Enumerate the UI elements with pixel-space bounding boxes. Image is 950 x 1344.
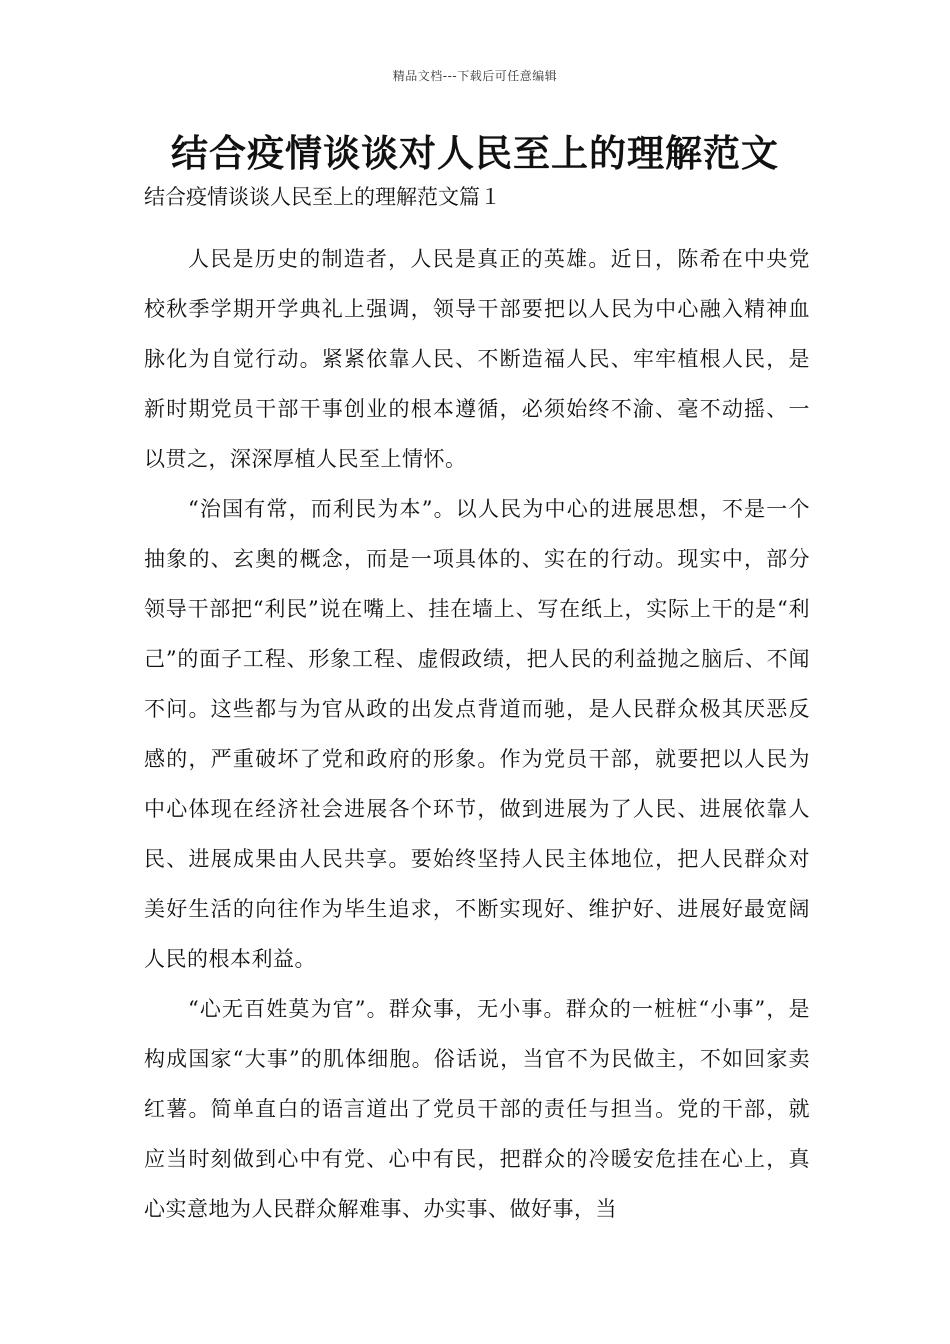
document-title: 结合疫情谈谈对人民至上的理解范文 (171, 132, 779, 175)
paragraph-1: 人民是历史的制造者，人民是真正的英雄。近日，陈希在中央党校秋季学期开学典礼上强调，领导干部要把以人民为中心融入精神血脉化为自觉行动。紧紧依靠人民、不断造福人民、牢牢植根人民，是新时期党员干部干事创业的根本遵循，必须始终不渝、毫不动摇、一以贯之，深深厚植人民至上情怀。 (144, 247, 810, 471)
paragraph-2: “治国有常，而利民为本”。以人民为中心的进展思想，不是一个抽象的、玄奥的概念，而是一项具体的、实在的行动。现实中，部分领导干部把“利民”说在嘴上、挂在墙上、写在纸上，实际上干的是“利己”的面子工程、形象工程、虚假政绩，把人民的利益抛之脑后、不闻不问。这些都与为官从政的出发点背道而驰，是人民群众极其厌恶反感的，严重破坏了党和政府的形象。作为党员干部，就要把以人民为中心体现在经济社会进展各个环节，做到进展为了人民、进展依靠人民、进展成果由人民共享。要始终坚持人民主体地位，把人民群众对美好生活的向往作为毕生追求，不断实现好、维护好、进展好最宽阔人民的根本利益。 (144, 497, 810, 971)
paragraph-3: “心无百姓莫为官”。群众事，无小事。群众的一桩桩“小事”，是构成国家“大事”的肌体细胞。俗话说，当官不为民做主，不如回家卖红薯。简单直白的语言道出了党员干部的责任与担当。党的干部，就应当时刻做到心中有党、心中有民，把群众的冷暖安危挂在心上，真心实意地为人民群众解难事、办实事、做好事，当 (144, 997, 810, 1221)
document-subtitle: 结合疫情谈谈人民至上的理解范文篇１ (144, 185, 501, 209)
header-note: 精品文档---下载后可任意编辑 (392, 69, 558, 83)
document-body (144, 234, 810, 1234)
